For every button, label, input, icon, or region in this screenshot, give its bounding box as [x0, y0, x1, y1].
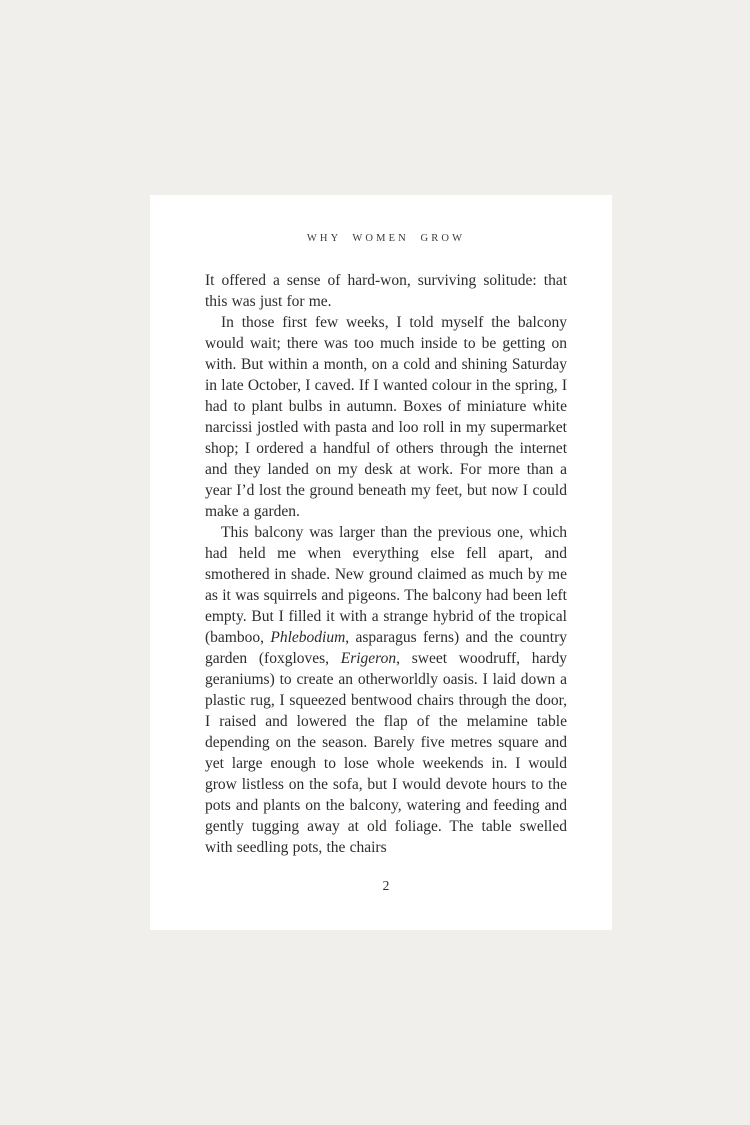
- text-segment: , asparagus ferns) and the country garden (foxgloves,: [205, 629, 567, 667]
- page-number: 2: [382, 878, 390, 893]
- book-page: [150, 195, 612, 930]
- italic-species-name: Phlebodium: [270, 629, 346, 646]
- text-segment: This balcony was larger than the previous one, which had held me when everything else fell apart, and smothered in shade. New ground claimed as much by me as it was squirrels and pigeons. The balcony had been left empty. But I filled it with a strange hybrid of the tropical (bamboo,: [205, 524, 567, 646]
- text-segment: It offered a sense of hard-won, surviving solitude: that this was just for me.: [205, 272, 567, 310]
- paragraph: [205, 312, 567, 522]
- text-segment: In those first few weeks, I told myself the balcony would wait; there was too much inside to be getting on with. But within a month, on a cold and shining Saturday in late October, I caved. If I wanted colour in the spring, I had to plant bulbs in autumn. Boxes of miniature white narcissi jostled with pasta and loo roll in my supermarket shop; I ordered a handful of others through the internet and they landed on my desk at work. For more than a year I’d lost the ground beneath my feet, but now I could make a garden.: [205, 314, 567, 520]
- running-header: WHY WOMEN GROW: [306, 233, 466, 244]
- paragraph: [205, 270, 567, 312]
- paragraph: [205, 522, 567, 858]
- text-segment: , sweet woodruff, hardy geraniums) to create an otherworldly oasis. I laid down a plastic rug, I squeezed bentwood chairs through the door, I raised and lowered the flap of the melamine table depending on the season. Barely five metres square and yet large enough to lose whole weekends in. I would grow listless on the sofa, but I would devote hours to the pots and plants on the balcony, watering and feeding and gently tugging away at old foliage. The table swelled with seedling pots, the chairs: [205, 650, 567, 856]
- italic-species-name: Erigeron: [340, 650, 397, 667]
- page-body: [205, 270, 567, 858]
